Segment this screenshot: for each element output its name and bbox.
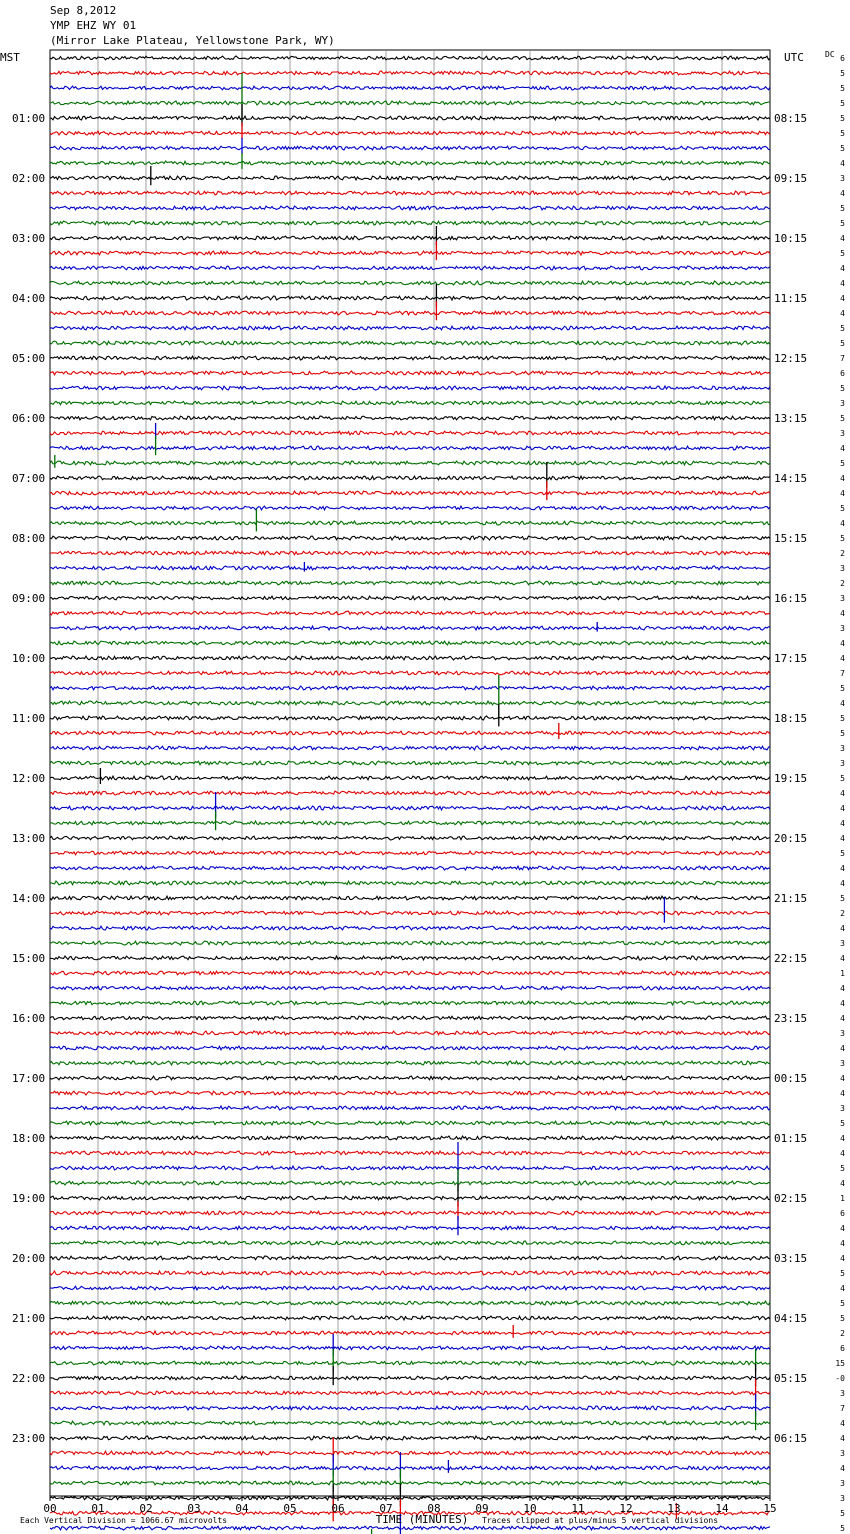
utc-hour-label: 13:15 [774,412,808,425]
dc-offset-value: 5 [840,1524,845,1533]
mst-hour-label: 21:00 [12,1312,46,1325]
dc-offset-value: 4 [840,159,845,168]
dc-offset-value: 4 [840,1239,845,1248]
trace-line [50,161,770,165]
trace-line [50,176,770,180]
dc-offset-value: 5 [840,219,845,228]
dc-offset-value: 5 [840,459,845,468]
trace-line [50,386,770,390]
trace-line [50,71,770,75]
trace-line [50,371,770,375]
trace-line [50,896,770,900]
utc-hour-label: 09:15 [774,172,808,185]
utc-hour-label: 14:15 [774,472,808,485]
trace-line [50,521,770,525]
dc-offset-value: 4 [840,1419,845,1428]
trace-line [50,1481,770,1485]
trace-line [50,476,770,480]
dc-offset-value: 2 [840,579,845,588]
dc-offset-value: 4 [840,819,845,828]
mst-hour-label: 04:00 [12,292,46,305]
dc-offset-value: 4 [840,984,845,993]
x-tick-label: 08 [427,1502,441,1515]
dc-offset-value: 3 [840,399,845,408]
utc-hour-label: 22:15 [774,952,808,965]
trace-line [50,641,770,645]
dc-offset-value: 5 [840,504,845,513]
dc-offset-value: 5 [840,849,845,858]
trace-line [50,251,770,255]
utc-hour-label: 19:15 [774,772,808,785]
dc-offset-value: 4 [840,654,845,663]
trace-line [50,1181,770,1185]
trace-line [50,536,770,540]
trace-line [50,1421,770,1425]
dc-offset-value: 4 [840,1224,845,1233]
dc-offset-value: 4 [840,519,845,528]
dc-offset-value: 4 [840,879,845,888]
utc-hour-label: 23:15 [774,1012,808,1025]
trace-line [50,56,770,60]
dc-offset-value: 4 [840,1434,845,1443]
dc-offset-value: 4 [840,1044,845,1053]
dc-offset-value: 1 [840,969,845,978]
trace-line [50,431,770,435]
trace-line [50,611,770,615]
dc-offset-value: 5 [840,1314,845,1323]
dc-offset-value: 4 [840,1254,845,1263]
station-code: YMP EHZ WY 01 [50,19,137,32]
dc-offset-value: 3 [840,564,845,573]
dc-offset-value: 5 [840,774,845,783]
dc-offset-value: 4 [840,1179,845,1188]
trace-line [50,401,770,405]
trace-line [50,1451,770,1455]
dc-offset-value: 3 [840,1389,845,1398]
x-tick-label: 13 [667,1502,681,1515]
trace-line [50,986,770,990]
x-tick-label: 06 [331,1502,345,1515]
dc-offset-value: 5 [840,1119,845,1128]
trace-line [50,191,770,195]
utc-hour-label: 15:15 [774,532,808,545]
trace-line [50,1196,770,1200]
dc-offset-value: 5 [840,414,845,423]
utc-hour-label: 12:15 [774,352,808,365]
dc-offset-value: 3 [840,594,845,603]
dc-offset-value: 4 [840,699,845,708]
trace-line [50,1001,770,1005]
trace-line [50,1346,770,1350]
trace-line [50,806,770,810]
footer-scale-note: Each Vertical Division = 1066.67 microvolts [20,1516,228,1525]
chart-date: Sep 8,2012 [50,4,117,17]
utc-hour-label: 08:15 [774,112,808,125]
trace-line [50,581,770,585]
trace-line [50,1271,770,1275]
dc-offset-value: 3 [840,1029,845,1038]
mst-hour-label: 14:00 [12,892,46,905]
dc-offset-value: 4 [840,924,845,933]
trace-line [50,851,770,855]
dc-offset-value: 4 [840,264,845,273]
mst-hour-label: 03:00 [12,232,46,245]
dc-offset-value: 3 [840,1494,845,1503]
dc-offset-value: 4 [840,1089,845,1098]
trace-line [50,1466,770,1470]
dc-offset-value: 5 [840,84,845,93]
mst-hour-label: 20:00 [12,1252,46,1265]
x-tick-label: 05 [283,1502,297,1515]
trace-line [50,1361,770,1365]
dc-offset-value: 5 [840,114,845,123]
utc-hour-label: 10:15 [774,232,808,245]
trace-line [50,266,770,270]
trace-line [50,716,770,720]
utc-hour-label: 03:15 [774,1252,808,1265]
trace-line [50,1256,770,1260]
trace-line [50,131,770,135]
x-axis-title: TIME (MINUTES) [375,1513,469,1526]
dc-offset-value: 4 [840,1014,845,1023]
utc-hour-label: 17:15 [774,652,808,665]
dc-offset-value: -0 [835,1374,845,1383]
dc-offset-value: 5 [840,894,845,903]
dc-offset-value: 3 [840,1059,845,1068]
mst-hour-label: 02:00 [12,172,46,185]
trace-line [50,356,770,360]
seismic-traces [50,56,770,1534]
trace-line [50,1391,770,1395]
station-location: (Mirror Lake Plateau, Yellowstone Park, WY) [50,34,335,47]
trace-line [50,1061,770,1065]
dc-offset-value: 1 [840,1194,845,1203]
dc-offset-value: 4 [840,279,845,288]
trace-line [50,911,770,915]
trace-line [50,311,770,315]
trace-line [50,1286,770,1290]
dc-offset-value: 6 [840,54,845,63]
trace-line [50,956,770,960]
dc-label: DC [825,50,835,59]
trace-line [50,1136,770,1140]
x-tick-label: 07 [379,1502,393,1515]
trace-line [50,1121,770,1125]
dc-offset-value: 5 [840,729,845,738]
mst-hour-label: 01:00 [12,112,46,125]
mst-hour-label: 06:00 [12,412,46,425]
dc-offset-value: 7 [840,1404,845,1413]
trace-line [50,971,770,975]
dc-offset-value: 4 [840,834,845,843]
dc-offset-value: 3 [840,939,845,948]
dc-offset-value: 3 [840,1104,845,1113]
dc-offset-value: 4 [840,1074,845,1083]
trace-line [50,1151,770,1155]
trace-line [50,686,770,690]
dc-offset-value: 4 [840,999,845,1008]
trace-line [50,1241,770,1245]
dc-offset-value: 4 [840,489,845,498]
dc-offset-value: 5 [840,534,845,543]
x-tick-label: 15 [763,1502,777,1515]
trace-line [50,206,770,210]
dc-offset-value: 5 [840,1509,845,1518]
dc-offset-value: 5 [840,69,845,78]
trace-line [50,221,770,225]
utc-hour-label: 11:15 [774,292,808,305]
dc-offset-value: 4 [840,444,845,453]
dc-offset-value: 5 [840,684,845,693]
dc-offset-value: 5 [840,714,845,723]
dc-offset-value: 7 [840,669,845,678]
mst-hour-label: 22:00 [12,1372,46,1385]
trace-line [50,656,770,660]
mst-axis-label: MST [0,51,20,64]
dc-offset-value: 4 [840,639,845,648]
trace-line [50,1316,770,1320]
trace-line [50,671,770,675]
dc-offset-value: 4 [840,609,845,618]
dc-offset-value: 4 [840,474,845,483]
trace-line [50,1166,770,1170]
dc-offset-value: 6 [840,1209,845,1218]
dc-offset-value: 3 [840,1449,845,1458]
dc-offset-value: 5 [840,204,845,213]
dc-offset-value: 3 [840,624,845,633]
trace-line [50,821,770,825]
trace-line [50,491,770,495]
dc-offset-value: 6 [840,1344,845,1353]
dc-offset-value: 15 [835,1359,845,1368]
mst-hour-label: 13:00 [12,832,46,845]
mst-hour-label: 08:00 [12,532,46,545]
trace-line [50,1046,770,1050]
trace-line [50,341,770,345]
mst-hour-label: 16:00 [12,1012,46,1025]
dc-offset-value: 5 [840,129,845,138]
trace-line [50,881,770,885]
trace-line [50,101,770,105]
x-tick-label: 12 [619,1502,633,1515]
trace-line [50,1211,770,1215]
dc-offset-value: 5 [840,1299,845,1308]
dc-offset-value: 4 [840,864,845,873]
trace-line [50,941,770,945]
trace-line [50,416,770,420]
dc-offset-value: 4 [840,954,845,963]
dc-offset-value: 3 [840,174,845,183]
mst-hour-label: 18:00 [12,1132,46,1145]
utc-axis-label: UTC [784,51,804,64]
dc-offset-value: 4 [840,1149,845,1158]
trace-line [50,146,770,150]
trace-line [50,326,770,330]
utc-hour-label: 18:15 [774,712,808,725]
trace-line [50,1331,770,1335]
dc-offset-value: 3 [840,759,845,768]
mst-hour-label: 12:00 [12,772,46,785]
trace-line [50,236,770,240]
trace-line [50,296,770,300]
trace-line [50,746,770,750]
mst-hour-label: 09:00 [12,592,46,605]
x-tick-label: 11 [571,1502,585,1515]
trace-line [50,1106,770,1110]
dc-offset-value: 4 [840,234,845,243]
dc-offset-value: 5 [840,144,845,153]
trace-line [50,281,770,285]
trace-line [50,551,770,555]
trace-line [50,1301,770,1305]
trace-line [50,446,770,450]
trace-line [50,926,770,930]
dc-offset-value: 3 [840,1479,845,1488]
mst-hour-label: 10:00 [12,652,46,665]
dc-offset-value: 4 [840,189,845,198]
trace-line [50,596,770,600]
dc-offset-value: 3 [840,744,845,753]
trace-line [50,701,770,705]
x-tick-label: 04 [235,1502,249,1515]
x-tick-label: 03 [187,1502,201,1515]
mst-hour-label: 05:00 [12,352,46,365]
trace-line [50,116,770,120]
trace-line [50,626,770,630]
trace-line [50,506,770,510]
dc-offset-value: 2 [840,549,845,558]
mst-hour-label: 23:00 [12,1432,46,1445]
trace-line [50,1376,770,1380]
dc-offset-value: 4 [840,294,845,303]
trace-line [50,461,770,465]
dc-offset-value: 3 [840,429,845,438]
trace-line [50,791,770,795]
trace-line [50,776,770,780]
dc-offset-value: 5 [840,249,845,258]
dc-offset-value: 4 [840,1134,845,1143]
dc-offset-value: 5 [840,339,845,348]
utc-hour-label: 01:15 [774,1132,808,1145]
dc-offset-value: 5 [840,1269,845,1278]
trace-line [50,836,770,840]
dc-offset-value: 2 [840,909,845,918]
mst-hour-label: 17:00 [12,1072,46,1085]
trace-line [50,1091,770,1095]
utc-hour-label: 02:15 [774,1192,808,1205]
x-tick-label: 01 [91,1502,105,1515]
dc-offset-value: 2 [840,1329,845,1338]
footer-clip-note: Traces clipped at plus/minus 5 vertical divisions [482,1516,719,1525]
mst-hour-label: 11:00 [12,712,46,725]
dc-offset-value: 5 [840,1164,845,1173]
x-tick-label: 09 [475,1502,489,1515]
dc-offset-value: 4 [840,1284,845,1293]
dc-offset-value: 4 [840,789,845,798]
utc-hour-label: 21:15 [774,892,808,905]
trace-line [50,1226,770,1230]
trace-line [50,761,770,765]
dc-offset-value: 7 [840,354,845,363]
utc-hour-label: 05:15 [774,1372,808,1385]
dc-offset-value: 4 [840,1464,845,1473]
trace-line [50,566,770,570]
dc-offset-value: 5 [840,324,845,333]
trace-line [50,1526,770,1530]
x-tick-label: 10 [523,1502,537,1515]
utc-hour-label: 04:15 [774,1312,808,1325]
trace-line [50,1436,770,1440]
dc-offset-value: 5 [840,99,845,108]
dc-offset-value: 4 [840,804,845,813]
dc-offset-value: 6 [840,369,845,378]
x-tick-label: 00 [43,1502,57,1515]
utc-hour-label: 20:15 [774,832,808,845]
trace-line [50,731,770,735]
utc-hour-label: 00:15 [774,1072,808,1085]
trace-line [50,86,770,90]
dc-offset-value: 5 [840,384,845,393]
trace-line [50,866,770,870]
trace-line [50,1406,770,1410]
mst-hour-label: 19:00 [12,1192,46,1205]
utc-hour-label: 06:15 [774,1432,808,1445]
dc-offset-value: 4 [840,309,845,318]
trace-line [50,1031,770,1035]
mst-hour-label: 07:00 [12,472,46,485]
x-tick-label: 02 [139,1502,153,1515]
utc-hour-label: 16:15 [774,592,808,605]
trace-line [50,1016,770,1020]
x-tick-label: 14 [715,1502,729,1515]
mst-hour-label: 15:00 [12,952,46,965]
trace-line [50,1076,770,1080]
